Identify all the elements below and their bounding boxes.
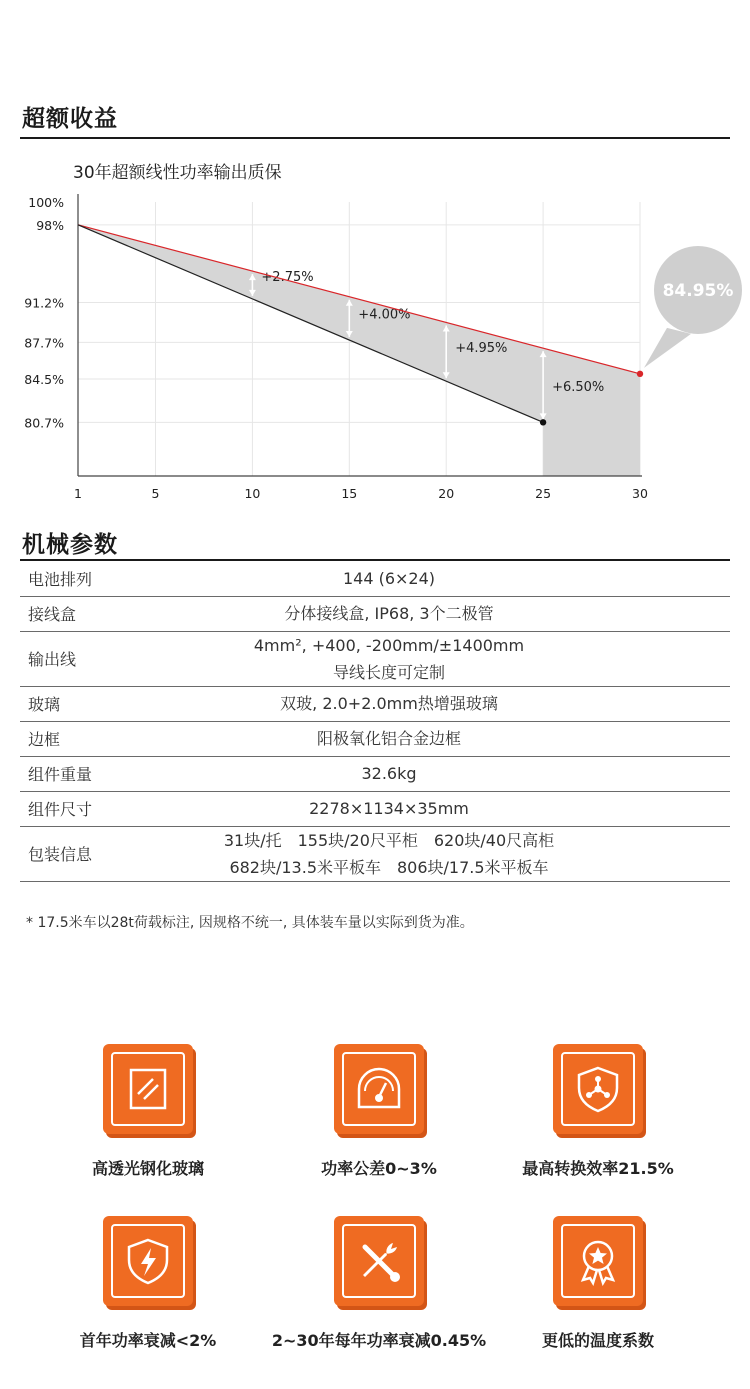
callout-pointer bbox=[644, 328, 691, 368]
feature-first-year bbox=[28, 1216, 268, 1351]
param-key: 电池排列 bbox=[20, 561, 158, 596]
params-table bbox=[20, 561, 730, 882]
gauge-icon bbox=[353, 1063, 405, 1115]
params-section-title: 机械参数 bbox=[22, 532, 118, 558]
param-row bbox=[20, 721, 730, 756]
annotation-label: +2.75% bbox=[261, 269, 314, 285]
feature-label: 更低的温度系数 bbox=[541, 1331, 654, 1350]
x-tick-label: 25 bbox=[535, 486, 552, 501]
param-value-line: 双玻, 2.0+2.0mm热增强玻璃 bbox=[280, 694, 498, 713]
warranty-chart-svg bbox=[0, 150, 750, 510]
param-value-line: 4mm², +400, -200mm/±1400mm bbox=[253, 635, 525, 655]
feature-label: 最高转换效率21.5% bbox=[522, 1159, 674, 1178]
param-value-line: 682块/13.5米平板车 806块/17.5米平板车 bbox=[229, 857, 549, 877]
param-value-line: 2278×1134×35mm bbox=[309, 799, 469, 818]
feature-tolerance bbox=[259, 1044, 499, 1179]
param-value-line: 31块/托 155块/20尺平柜 620块/40尺高柜 bbox=[223, 830, 555, 850]
shield-lightning-icon bbox=[123, 1236, 173, 1286]
param-row bbox=[20, 791, 730, 826]
feature-label: 首年功率衰减<2% bbox=[79, 1331, 217, 1350]
param-value bbox=[158, 686, 730, 721]
param-key: 接线盒 bbox=[20, 596, 158, 631]
feature-label: 高透光钢化玻璃 bbox=[91, 1159, 204, 1178]
param-key: 组件重量 bbox=[20, 756, 158, 791]
feature-efficiency bbox=[478, 1044, 718, 1179]
y-tick-label: 80.7% bbox=[24, 415, 64, 431]
series-end-point bbox=[637, 371, 643, 377]
series-line-standard bbox=[78, 225, 543, 423]
chart-title: 30年超额线性功率输出质保 bbox=[73, 163, 282, 183]
y-tick-label: 98% bbox=[36, 217, 64, 233]
param-value-line: 32.6kg bbox=[361, 764, 417, 783]
feature-label: 2~30年每年功率衰减0.45% bbox=[271, 1331, 487, 1350]
param-value bbox=[158, 756, 730, 791]
param-value bbox=[158, 631, 730, 686]
award-badge-icon bbox=[573, 1236, 623, 1286]
feature-tile bbox=[553, 1044, 643, 1134]
param-value-line: 导线长度可定制 bbox=[332, 662, 445, 682]
glass-icon bbox=[123, 1064, 173, 1114]
param-row bbox=[20, 686, 730, 721]
param-row bbox=[20, 756, 730, 791]
y-tick-label: 84.5% bbox=[24, 371, 64, 387]
x-tick-label: 5 bbox=[151, 486, 160, 501]
param-row bbox=[20, 596, 730, 631]
param-key: 玻璃 bbox=[20, 686, 158, 721]
param-value bbox=[158, 596, 730, 631]
feature-tile bbox=[334, 1216, 424, 1306]
param-value bbox=[158, 721, 730, 756]
feature-annual-decay bbox=[259, 1216, 499, 1351]
series-end-point bbox=[540, 419, 546, 425]
param-row bbox=[20, 561, 730, 596]
param-key: 组件尺寸 bbox=[20, 791, 158, 826]
param-key: 包装信息 bbox=[20, 826, 158, 881]
param-value bbox=[158, 561, 730, 596]
feature-tile bbox=[103, 1044, 193, 1134]
y-tick-label: 100% bbox=[28, 195, 64, 210]
params-footnote: * 17.5米车以28t荷载标注, 因规格不统一, 具体装车量以实际到货为准。 bbox=[26, 915, 474, 931]
param-value-line: 分体接线盒, IP68, 3个二极管 bbox=[284, 604, 494, 623]
feature-tile bbox=[103, 1216, 193, 1306]
annotation-label: +6.50% bbox=[552, 380, 605, 396]
feature-label: 功率公差0~3% bbox=[321, 1159, 437, 1178]
x-tick-label: 30 bbox=[632, 486, 648, 501]
param-value-line: 阳极氧化铝合金边框 bbox=[316, 729, 461, 748]
param-value bbox=[158, 791, 730, 826]
x-tick-label: 20 bbox=[438, 486, 455, 501]
param-row bbox=[20, 826, 730, 881]
callout-value: 84.95% bbox=[662, 281, 734, 301]
param-row bbox=[20, 631, 730, 686]
annotation-label: +4.00% bbox=[358, 307, 411, 323]
excess-section-rule bbox=[20, 137, 730, 139]
feature-tile bbox=[553, 1216, 643, 1306]
param-value bbox=[158, 826, 730, 881]
series-line-guaranteed bbox=[78, 225, 640, 374]
feature-glass bbox=[28, 1044, 268, 1179]
y-tick-label: 87.7% bbox=[24, 335, 64, 351]
excess-section-title: 超额收益 bbox=[22, 106, 118, 132]
excess-area bbox=[78, 225, 640, 476]
x-tick-label: 15 bbox=[341, 486, 358, 501]
x-tick-label: 10 bbox=[244, 486, 261, 501]
feature-tile bbox=[334, 1044, 424, 1134]
param-key: 边框 bbox=[20, 721, 158, 756]
param-key: 输出线 bbox=[20, 631, 158, 686]
tools-icon bbox=[353, 1235, 405, 1287]
feature-temp-coef bbox=[478, 1216, 718, 1351]
warranty-chart bbox=[0, 150, 750, 510]
shield-molecule-icon bbox=[573, 1064, 623, 1114]
param-value-line: 144 (6×24) bbox=[342, 568, 436, 588]
annotation-label: +4.95% bbox=[455, 340, 508, 356]
y-tick-label: 91.2% bbox=[24, 295, 64, 311]
x-tick-label: 1 bbox=[74, 486, 82, 501]
